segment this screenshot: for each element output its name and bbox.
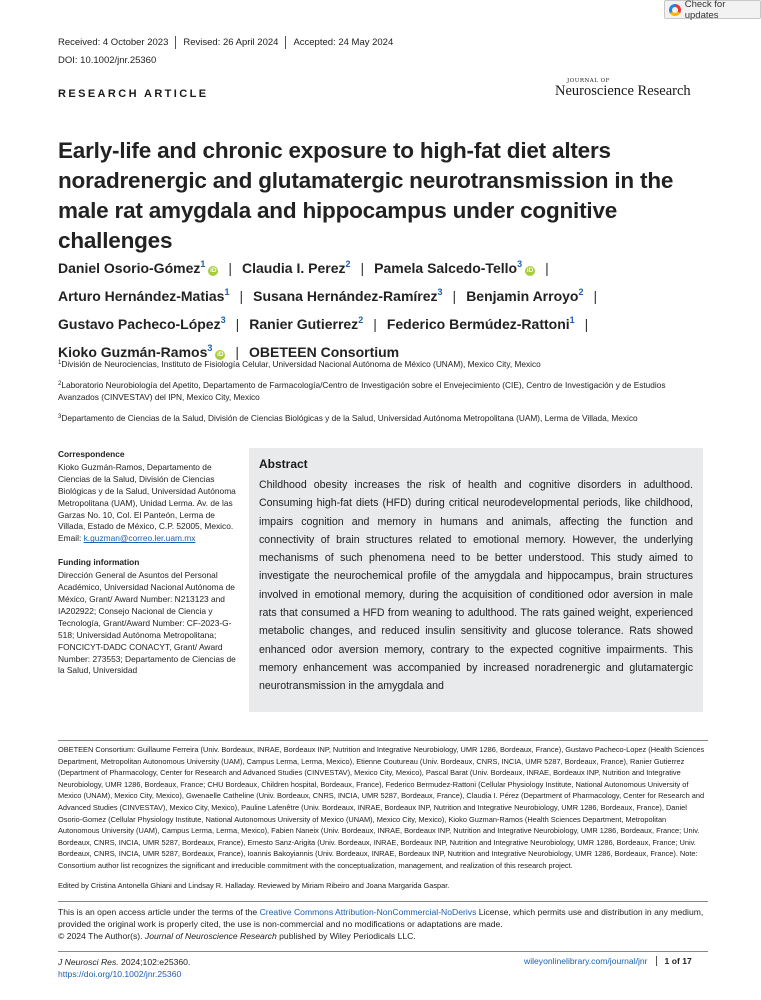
author-name: OBETEEN Consortium — [249, 344, 400, 360]
funding-heading: Funding information — [58, 557, 140, 568]
affiliation-number: 1 — [58, 360, 62, 366]
author-name: Benjamin Arroyo — [466, 288, 579, 304]
author-separator: | — [593, 288, 598, 304]
license-link[interactable]: Creative Commons Attribution-NonCommercial-NoDerivs — [259, 907, 477, 917]
check-for-updates-button[interactable] — [664, 0, 761, 19]
author-affiliation-number: 3 — [220, 315, 226, 325]
sidebar — [58, 449, 240, 689]
journal-site-link[interactable]: wileyonlinelibrary.com/journal/jnr — [524, 956, 648, 966]
author — [466, 288, 583, 304]
abstract-box — [249, 448, 703, 712]
author-name: Federico Bermúdez-Rattoni — [386, 316, 570, 332]
copyright-line — [58, 931, 708, 943]
author-affiliation-number: 3 — [517, 259, 523, 269]
orcid-icon[interactable]: iD — [526, 267, 534, 274]
consortium-note: OBETEEN Consortium: Guillaume Ferreira (Univ. Bordeaux, INRAE, Bordeaux INP, Nutrition and Integrative Neurobiology, UMR 1286, Bordeaux, France), Gustavo Pacheco-Lopez (Health Sciences Department, Metropolitan Autonomous University (UAM), Campus Lerma, Lerma, Mexico), Etienne Coutureau (Univ. Bordeaux, CNRS, INCIA, UMR 5287, Bordeaux, France), Ranier Gutierrez (Department of Pharmacology, Center for Research and Advanced Studies (CINVESTAV), Mexico City, Mexico), Pascal Barat (Univ. Bordeaux, INRAE, Bordeaux INP, Nutrition and Integrative Neurobiology, UMR 1286, Bordeaux, France; CHU Bordeaux, Children hospital, Bordeaux, France), Federico Bermudez-Rattoni (Cellular Physiology Institute, National Autonomous University of Mexico (UNAM), Mexico City, Mexico), Gwenaelle Catheline (Univ. Bordeaux, CNRS, INCIA, UMR 5287, Bordeaux, France), Claudia I. Pérez (Department of Pharmacology, Center for Research and Advanced Studies (CINVESTAV), Mexico City, Mexico), Pauline Lafenêtre (Univ. Bordeaux, INRAE, Bordeaux INP, Nutrition and Integrative Neurobiology, UMR 1286, Bordeaux, France), Daniel Osorio-Gomez (Cellular Physiology Institute, National Autonomous University of Mexico (UNAM), Mexico City, Mexico), Kioko Guzman-Ramos (Health Sciences Department, Metropolitan Autonomous University (UAM), Campus Lerma, Lerma, Mexico), Fabien Naneix (Univ. Bordeaux, INRAE, Bordeaux INP, Nutrition and Integrative Neurobiology, UMR 1286, Bordeaux, France; Univ. Bordeaux, CNRS, INCIA, UMR 5287, Bordeaux, France), Ernesto Sanz-Arigita (Univ. Bordeaux, INRAE, Bordeaux INP, Nutrition and Integrative Neurobiology, UMR 1286, Bordeaux, France; Univ. Bordeaux, CNRS, INCIA, UMR 5287, Bordeaux, France), Ioannis Bakoyiannis (Univ. Bordeaux, INRAE, Bordeaux INP, Nutrition and Integrative Neurobiology, UMR 1286, Bordeaux, France). Note: Consortium author list recognizes the significant and irreducible commitment with the conceptualization, management, and realization of this research project. — [58, 740, 708, 872]
author — [387, 316, 575, 332]
journal-logo — [555, 78, 703, 100]
accepted-date: Accepted: 24 May 2024 — [285, 36, 400, 49]
affiliation — [58, 378, 708, 403]
affiliation — [58, 411, 708, 424]
check-updates-label: Check for updates — [684, 0, 726, 21]
footer-divider — [58, 951, 708, 952]
license-text — [58, 907, 708, 931]
copyright-journal: Journal of Neuroscience Research — [144, 930, 277, 941]
affiliation-text: División de Neurociencias, Instituto de Fisiología Celular, Universidad Nacional Autónoma de México (UNAM), Mexico City, Mexico — [61, 359, 541, 369]
author-affiliation-number: 1 — [224, 287, 230, 297]
author-separator: | — [545, 260, 549, 276]
license-pre: This is an open access article under the terms of the — [58, 907, 260, 917]
author-name: Ranier Gutierrez — [249, 316, 359, 332]
author-separator: | — [373, 316, 377, 332]
citation-journal: J Neurosci Res. — [58, 957, 119, 967]
article-type: RESEARCH ARTICLE — [58, 88, 209, 100]
footer-right — [524, 956, 692, 966]
author-separator: | — [452, 288, 457, 304]
affiliation — [58, 357, 708, 370]
page-number: 1 of 17 — [656, 956, 692, 966]
received-date: Received: 4 October 2023 — [58, 37, 169, 48]
license-post: License, which permits use and distribution in any medium, provided the original work is properly cited, the use is non-commercial and no modifications or adaptations are made. — [58, 907, 704, 929]
author-separator: | — [584, 316, 589, 332]
funding-block — [58, 557, 240, 677]
author — [253, 288, 442, 304]
doi: DOI: 10.1002/jnr.25360 — [58, 55, 157, 66]
citation-line — [58, 956, 190, 968]
correspondence-email-link[interactable]: k.guzman@correo.ler.uam.mx — [83, 533, 196, 544]
author-affiliation-number: 3 — [437, 287, 443, 297]
author-affiliation-number: 2 — [345, 259, 351, 269]
author-affiliation-number: 1 — [200, 259, 206, 269]
author — [58, 316, 226, 332]
author-affiliation-number: 3 — [207, 343, 213, 353]
copyright-post: published by Wiley Periodicals LLC. — [276, 930, 416, 941]
affiliation-text: Laboratorio Neurobiología del Apetito, Departamento de Farmacología/Centro de Investigación sobre el Envejecimiento (CIE), Centro de Investigación y de Estudios Avanzados (CINVESTAV) del IPN, Mexico City, Mexico — [58, 380, 666, 402]
check-updates-icon — [669, 4, 681, 16]
author-separator: | — [360, 260, 365, 276]
copyright-pre: © 2024 The Author(s). — [58, 930, 145, 941]
author-name: Daniel Osorio-Gómez — [58, 260, 201, 276]
author-separator: | — [239, 288, 244, 304]
author-affiliation-number: 1 — [569, 315, 575, 325]
revised-date: Revised: 26 April 2024 — [175, 36, 285, 49]
author-separator: | — [228, 260, 233, 276]
doi-link[interactable]: https://doi.org/10.1002/jnr.25360 — [58, 969, 182, 979]
abstract-heading: Abstract — [259, 457, 308, 471]
correspondence-heading: Correspondence — [58, 449, 125, 459]
edited-by: Edited by Cristina Antonella Ghiani and Lindsay R. Halladay. Reviewed by Miriam Ribeiro and Joana Margarida Gaspar. — [58, 881, 450, 890]
license-block — [58, 901, 708, 942]
abstract-text: Childhood obesity increases the risk of health and cognitive disorders in adulthood. Consuming high-fat diets (HFD) during critical neurodevelopmental periods, like childhood, impairs cognition and memory in humans and animals, affecting the function and connectivity of brain structures related to emotional memory. However, the underlying mechanisms of such phenomena need to be better understood. This study aimed to investigate the neurochemical profile of the amygdala and hippocampus, brain structures involved in emotional memory, during the acquisition of conditioned odor aversion in male rats that consumed a HFD from weaning to adulthood. The rats gained weight, experienced metabolic changes, and reduced insulin sensitivity and glucose tolerance. Rats showed enhanced odor aversion memory, contrary to the expected cognitive impairments. This memory enhancement was accompanied by increased noradrenergic and glutamatergic neurotransmission in the amygdala and — [259, 479, 693, 693]
author — [58, 260, 218, 276]
author — [242, 260, 351, 276]
funding-text: Dirección General de Asuntos del Personal Académico, Universidad Nacional Autónoma de México, Grant/ Award Number: N213123 and IA202922; Consejo Nacional de Ciencia y Tecnología, Grant/Award Number: CF-2023-G-518; Universidad Autónoma Metropolitana; FONCICYT-DADC CONACYT, Grant/ Award Number: 273553; Departamento de Ciencias de la Salud, Universidad — [58, 570, 236, 676]
author-name: Pamela Salcedo-Tello — [374, 260, 518, 276]
email-label: Email: — [58, 533, 84, 544]
author — [249, 316, 363, 332]
author-name: Susana Hernández-Ramírez — [253, 288, 438, 304]
correspondence-block — [58, 449, 240, 545]
author-affiliation-number: 2 — [578, 287, 584, 297]
author-name: Claudia I. Perez — [242, 260, 346, 276]
article-dates — [58, 36, 400, 49]
affiliation-number: 2 — [58, 381, 62, 387]
author-name: Kioko Guzmán-Ramos — [58, 344, 208, 360]
author-separator: | — [235, 316, 240, 332]
orcid-icon[interactable]: iD — [210, 267, 217, 274]
affiliations — [58, 357, 708, 432]
article-title: Early-life and chronic exposure to high-fat diet alters noradrenergic and glutamatergic neurotransmission in the male rat amygdala and hippocampus under cognitive challenges — [58, 138, 674, 253]
author-affiliation-number: 2 — [358, 315, 364, 325]
footer-citation — [58, 956, 190, 980]
author-name: Gustavo Pacheco-López — [58, 316, 221, 332]
citation-rest: 2024;102:e25360. — [118, 957, 191, 967]
affiliation-number: 3 — [58, 414, 62, 420]
correspondence-text: Kioko Guzmán-Ramos, Departamento de Ciencias de la Salud, División de Ciencias Biológicas y de la Salud, Universidad Autónoma Metropolitana (UAM), Unidad Lerma. Av. de las Garzas No. 10, Col. El Panteón, Lerma de Villada, Estado de México, C.P. 52005, Mexico. — [58, 461, 236, 532]
correspondence-email-line — [58, 533, 240, 545]
author — [58, 288, 229, 304]
author — [374, 260, 535, 276]
author-name: Arturo Hernández-Matias — [58, 288, 225, 304]
journal-logo-small: JOURNAL OF — [567, 78, 611, 84]
author-list — [58, 252, 718, 364]
author-separator: | — [235, 344, 240, 360]
journal-logo-name: Neuroscience Research — [555, 83, 691, 99]
affiliation-text: Departamento de Ciencias de la Salud, División de Ciencias Biológicas y de la Salud, Universidad Autónoma Metropolitana (UAM), Lerma de Villada, Mexico — [61, 413, 638, 423]
orcid-icon[interactable]: iD — [217, 351, 224, 358]
